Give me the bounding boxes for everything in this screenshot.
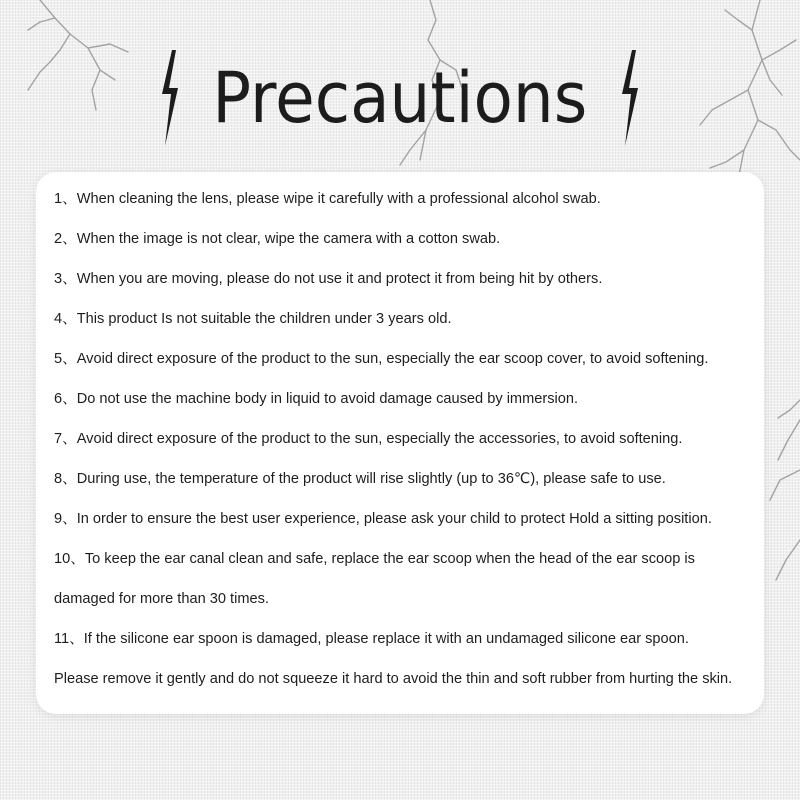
precaution-item-10: 10、To keep the ear canal clean and safe, replace the ear scoop when the head of the ear scoop is: [54, 551, 695, 567]
precaution-item-11-continued: Please remove it gently and do not squeeze it hard to avoid the thin and soft rubber from hurting the skin.: [54, 671, 733, 687]
precaution-item-6: 6、Do not use the machine body in liquid to avoid damage caused by immersion.: [54, 391, 579, 407]
precaution-item-1: 1、When cleaning the lens, please wipe it carefully with a professional alcohol swab.: [54, 191, 601, 207]
precaution-item-8: 8、During use, the temperature of the product will rise slightly (up to 36℃), please safe to use.: [54, 471, 666, 487]
title-row: [0, 48, 800, 148]
lightning-bolt-icon-left: [158, 50, 182, 146]
precaution-item-10-continued: damaged for more than 30 times.: [54, 591, 269, 607]
precaution-item-9: 9、In order to ensure the best user experience, please ask your child to protect Hold a sitting position.: [54, 511, 712, 527]
precaution-item-7: 7、Avoid direct exposure of the product to the sun, especially the accessories, to avoid softening.: [54, 431, 683, 447]
precautions-card: [36, 172, 764, 714]
precaution-item-4: 4、This product Is not suitable the children under 3 years old.: [54, 311, 452, 327]
precaution-item-3: 3、When you are moving, please do not use it and protect it from being hit by others.: [54, 271, 603, 287]
precaution-item-2: 2、When the image is not clear, wipe the camera with a cotton swab.: [54, 231, 501, 247]
precaution-item-11: 11、If the silicone ear spoon is damaged, please replace it with an undamaged silicone ear spoon.: [54, 631, 689, 647]
page-title: Precautions: [212, 57, 588, 139]
lightning-bolt-icon-right: [618, 50, 642, 146]
precaution-item-5: 5、Avoid direct exposure of the product to the sun, especially the ear scoop cover, to avoid softening.: [54, 351, 709, 367]
